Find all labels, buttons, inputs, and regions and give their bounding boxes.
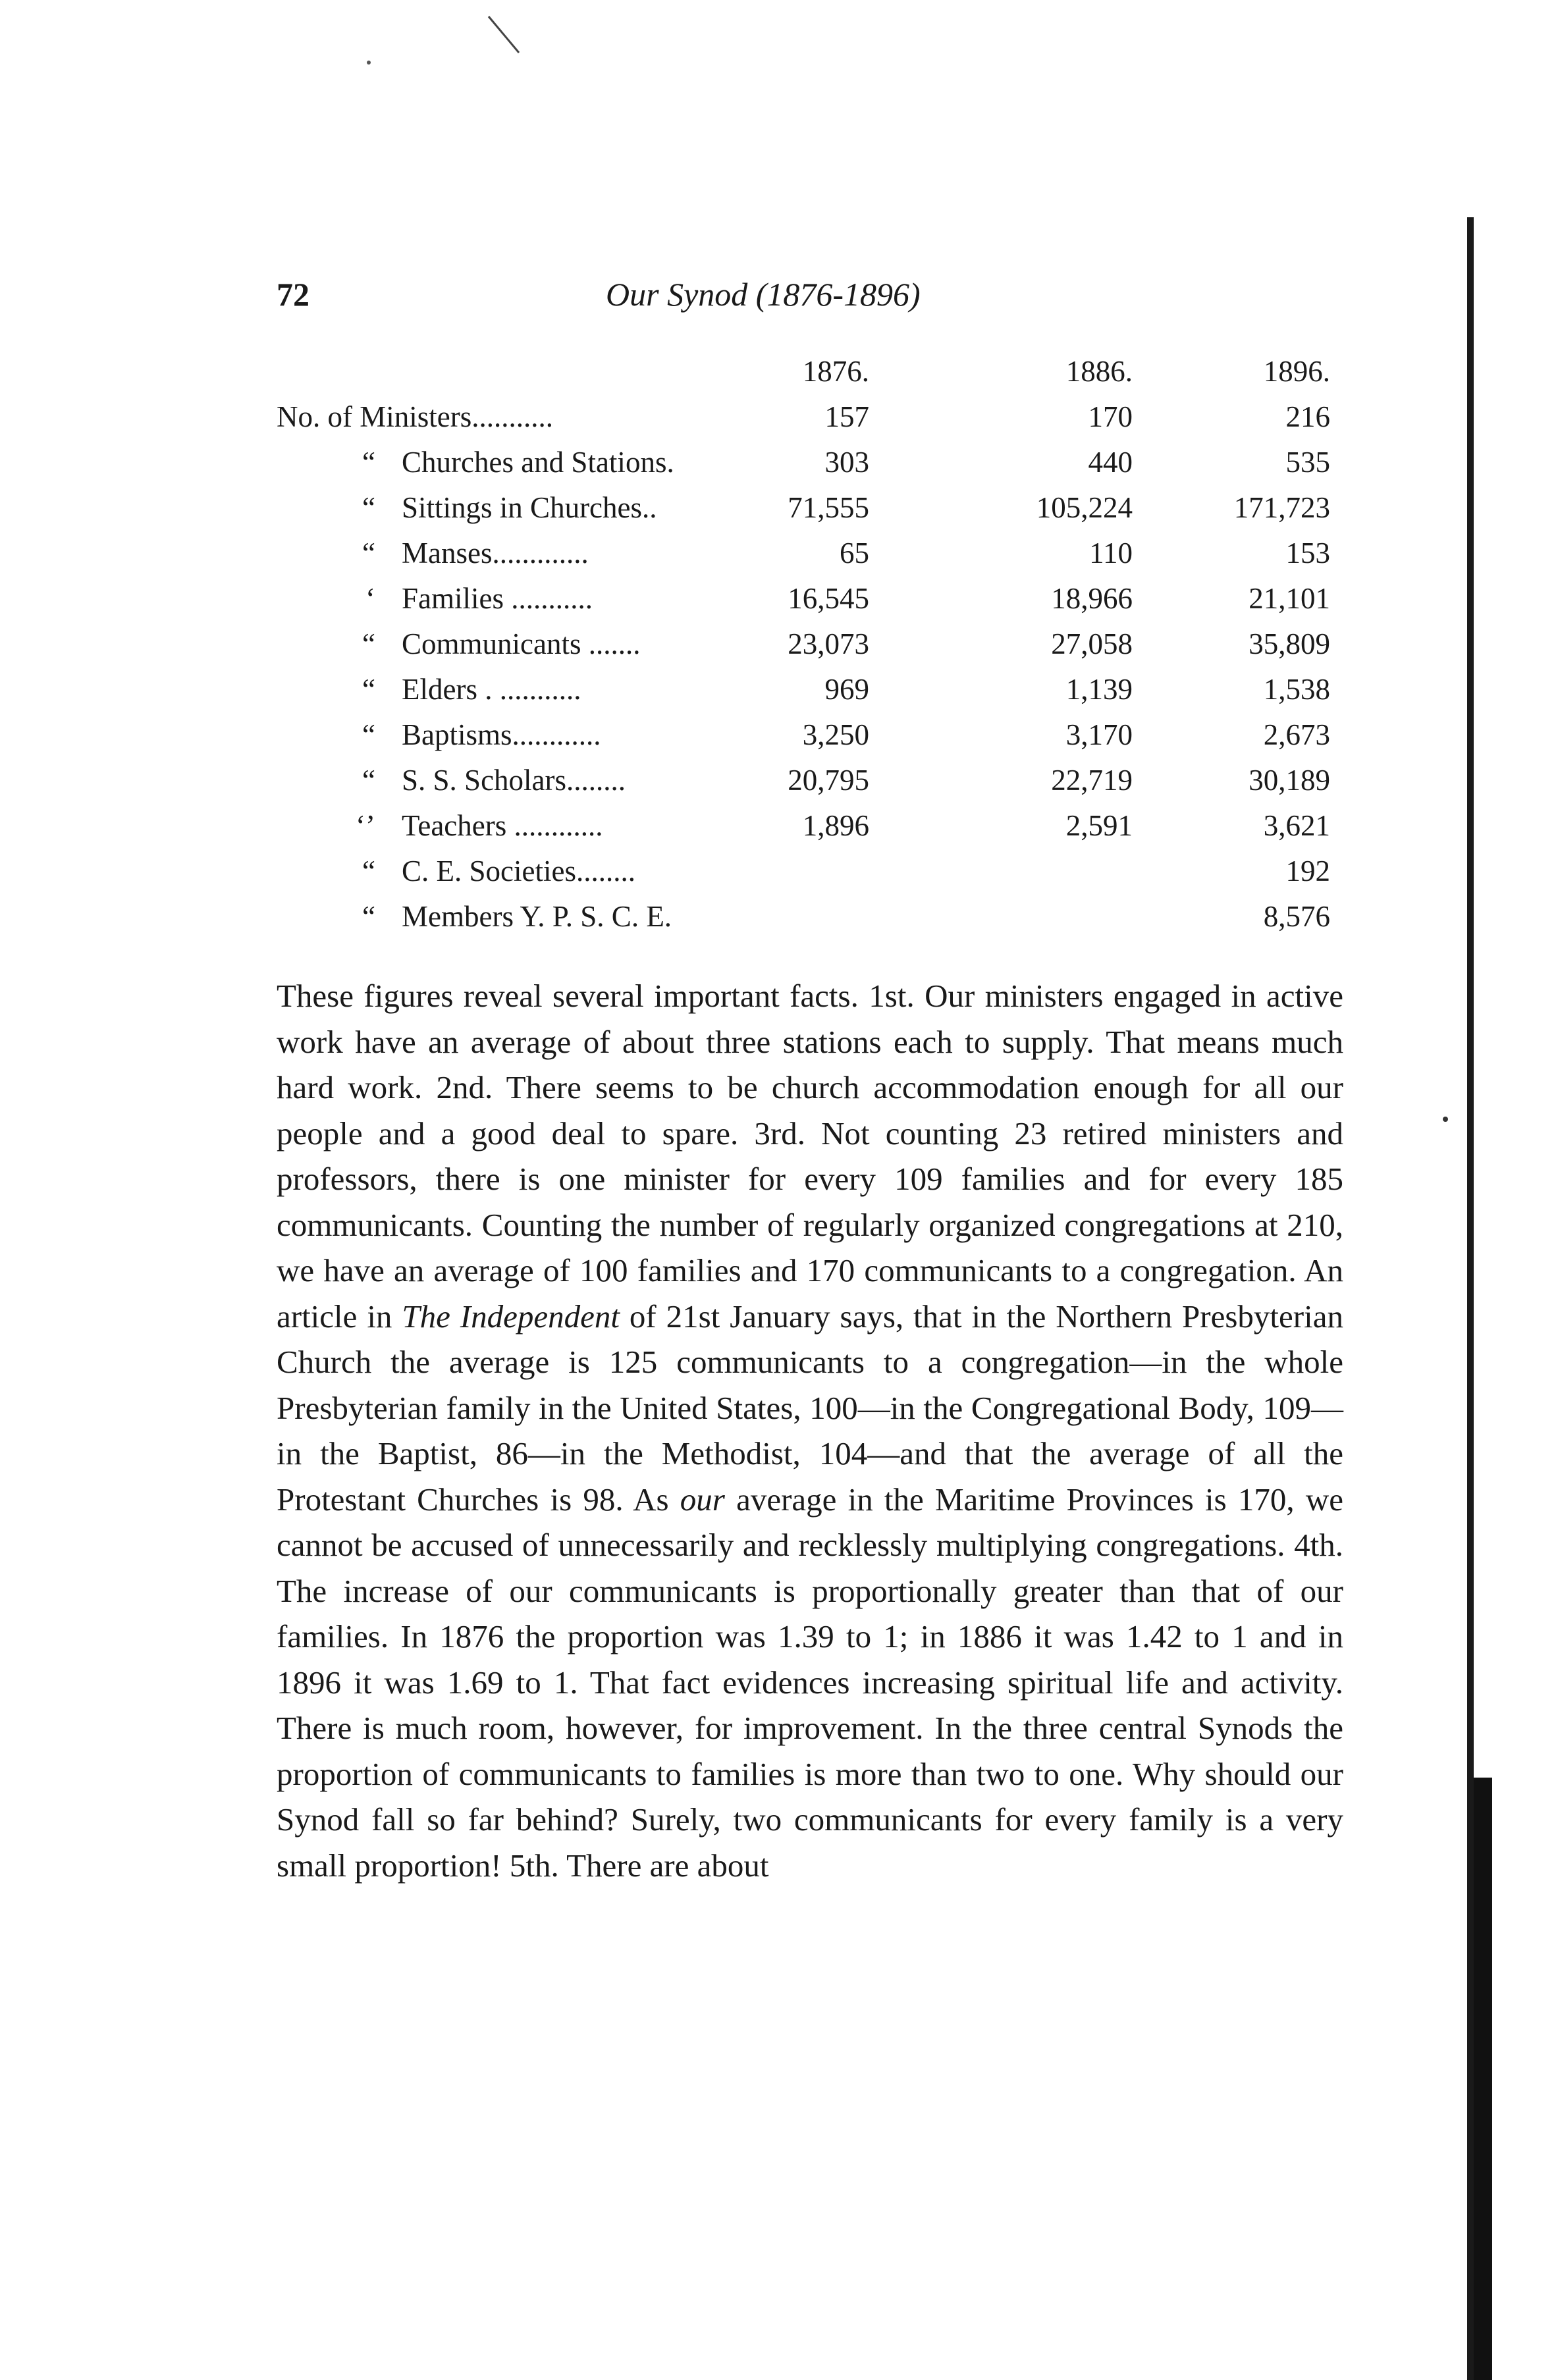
ditto-mark: “ [362,900,375,933]
cell-1896: 171,723 [1233,491,1330,524]
body-text-part-3: average in the Maritime Provinces is 170, we cannot be accused of unnecessarily and recklessly multiplying congregations. 4th. The increase of our communicants is proportionally greater than that of our families. In 1876 the proportion was 1.39 to 1; in 1886 it was 1.42 to 1 and in 1896 it was 1.69 to 1. That fact evidences increasing spiritual life and activity. There is much room, however, for improvement. In the three central Synods the proportion of communicants to families is more than two to one. Why should our Synod fall so far behind? Surely, two communicants for every family is a very small proportion! 5th. There are about [277,1481,1343,1884]
journal-title: The Independent [402,1298,620,1335]
ditto-mark: “ [362,491,375,524]
row-label-text: Teachers ............ [402,809,603,842]
ditto-mark: No. of [277,400,352,433]
ditto-mark: “ [362,627,375,660]
ditto-mark: “ [362,855,375,887]
cell-1886: 1,139 [1065,673,1133,706]
row-label-text: Baptisms............ [402,718,601,751]
row-label-text: Members Y. P. S. C. E. [402,900,672,933]
row-label-text: Elders . ........... [402,673,581,706]
ditto-mark: “ [362,673,375,706]
ditto-mark: “ [362,764,375,797]
scan-speck [367,61,371,65]
cell-1896: 192 [1285,855,1330,887]
page-number: 72 [277,276,309,313]
cell-1896: 30,189 [1249,764,1330,797]
cell-1896: 153 [1285,537,1330,569]
cell-1896: 21,101 [1249,582,1330,615]
emphasis-our: our [680,1481,725,1518]
ditto-mark: “ [362,537,375,569]
cell-1876: 969 [824,673,869,706]
cell-1896: 8,576 [1263,900,1330,933]
ditto-mark: ‘ [365,582,375,615]
ditto-mark: “ [362,446,375,479]
cell-1886: 105,224 [1036,491,1133,524]
cell-1876: 16,545 [788,582,869,615]
cell-1896: 535 [1285,446,1330,479]
row-label-text: Manses............. [402,537,589,569]
cell-1876: 1,896 [802,809,869,842]
row-label-text: Communicants ....... [402,627,641,660]
row-label-text: Sittings in Churches.. [402,491,657,524]
ditto-mark: “ [362,718,375,751]
cell-1886: 110 [1089,537,1133,569]
cell-1886: 440 [1088,446,1133,479]
cell-1886: 3,170 [1065,718,1133,751]
cell-1876: 23,073 [788,627,869,660]
cell-1886: 170 [1088,400,1133,433]
row-label-text: Churches and Stations. [402,446,674,479]
cell-1876: 3,250 [802,718,869,751]
cell-1896: 35,809 [1249,627,1330,660]
cell-1896: 2,673 [1263,718,1330,751]
cell-1896: 1,538 [1263,673,1330,706]
cell-1876: 65 [840,537,869,569]
body-text-part-2: of 21st January says, that in the Northern Presbyterian Church the average is 125 communicants to a congregation—in the whole Presbyterian family in the United States, 100—in the Congregational Body, 109—in the Baptist, 86—in the Methodist, 104—and that the average of all the Protestant Churches is 98. As [277,1298,1343,1518]
scan-speck [489,16,519,53]
page-edge-shadow [1474,1778,1492,2380]
cell-1886: 22,719 [1051,764,1133,797]
column-header-1886: 1886. [1065,355,1133,388]
cell-1886: 18,966 [1051,582,1133,615]
running-title: Our Synod (1876-1896) [606,276,921,313]
cell-1886: 2,591 [1065,809,1133,842]
cell-1896: 216 [1285,400,1330,433]
row-label-text: S. S. Scholars........ [402,764,626,797]
ditto-mark: ‘’ [356,809,375,842]
cell-1876: 303 [824,446,869,479]
page-edge-shadow [1467,217,1474,2380]
row-label-text: C. E. Societies........ [402,855,635,887]
scan-speck [1443,1117,1448,1122]
cell-1876: 20,795 [788,764,869,797]
column-header-1876: 1876. [802,355,869,388]
body-text-part-1: These figures reveal several important facts. 1st. Our ministers engaged in active work have an average of about three stations each to supply. That means much hard work. 2nd. There seems to be church accommodation enough for all our people and a good deal to spare. 3rd. Not counting 23 retired ministers and professors, there is one minister for every 109 families and for every 185 communicants. Counting the number of regularly organized congregations at 210, we have an average of 100 families and 170 communicants to a congregation. An article in [277,978,1343,1335]
cell-1896: 3,621 [1263,809,1330,842]
cell-1876: 71,555 [788,491,869,524]
column-header-1896: 1896. [1263,355,1330,388]
row-label-text: Ministers........... [360,400,553,433]
cell-1876: 157 [824,400,869,433]
row-label-text: Families ........... [402,582,593,615]
cell-1886: 27,058 [1051,627,1133,660]
